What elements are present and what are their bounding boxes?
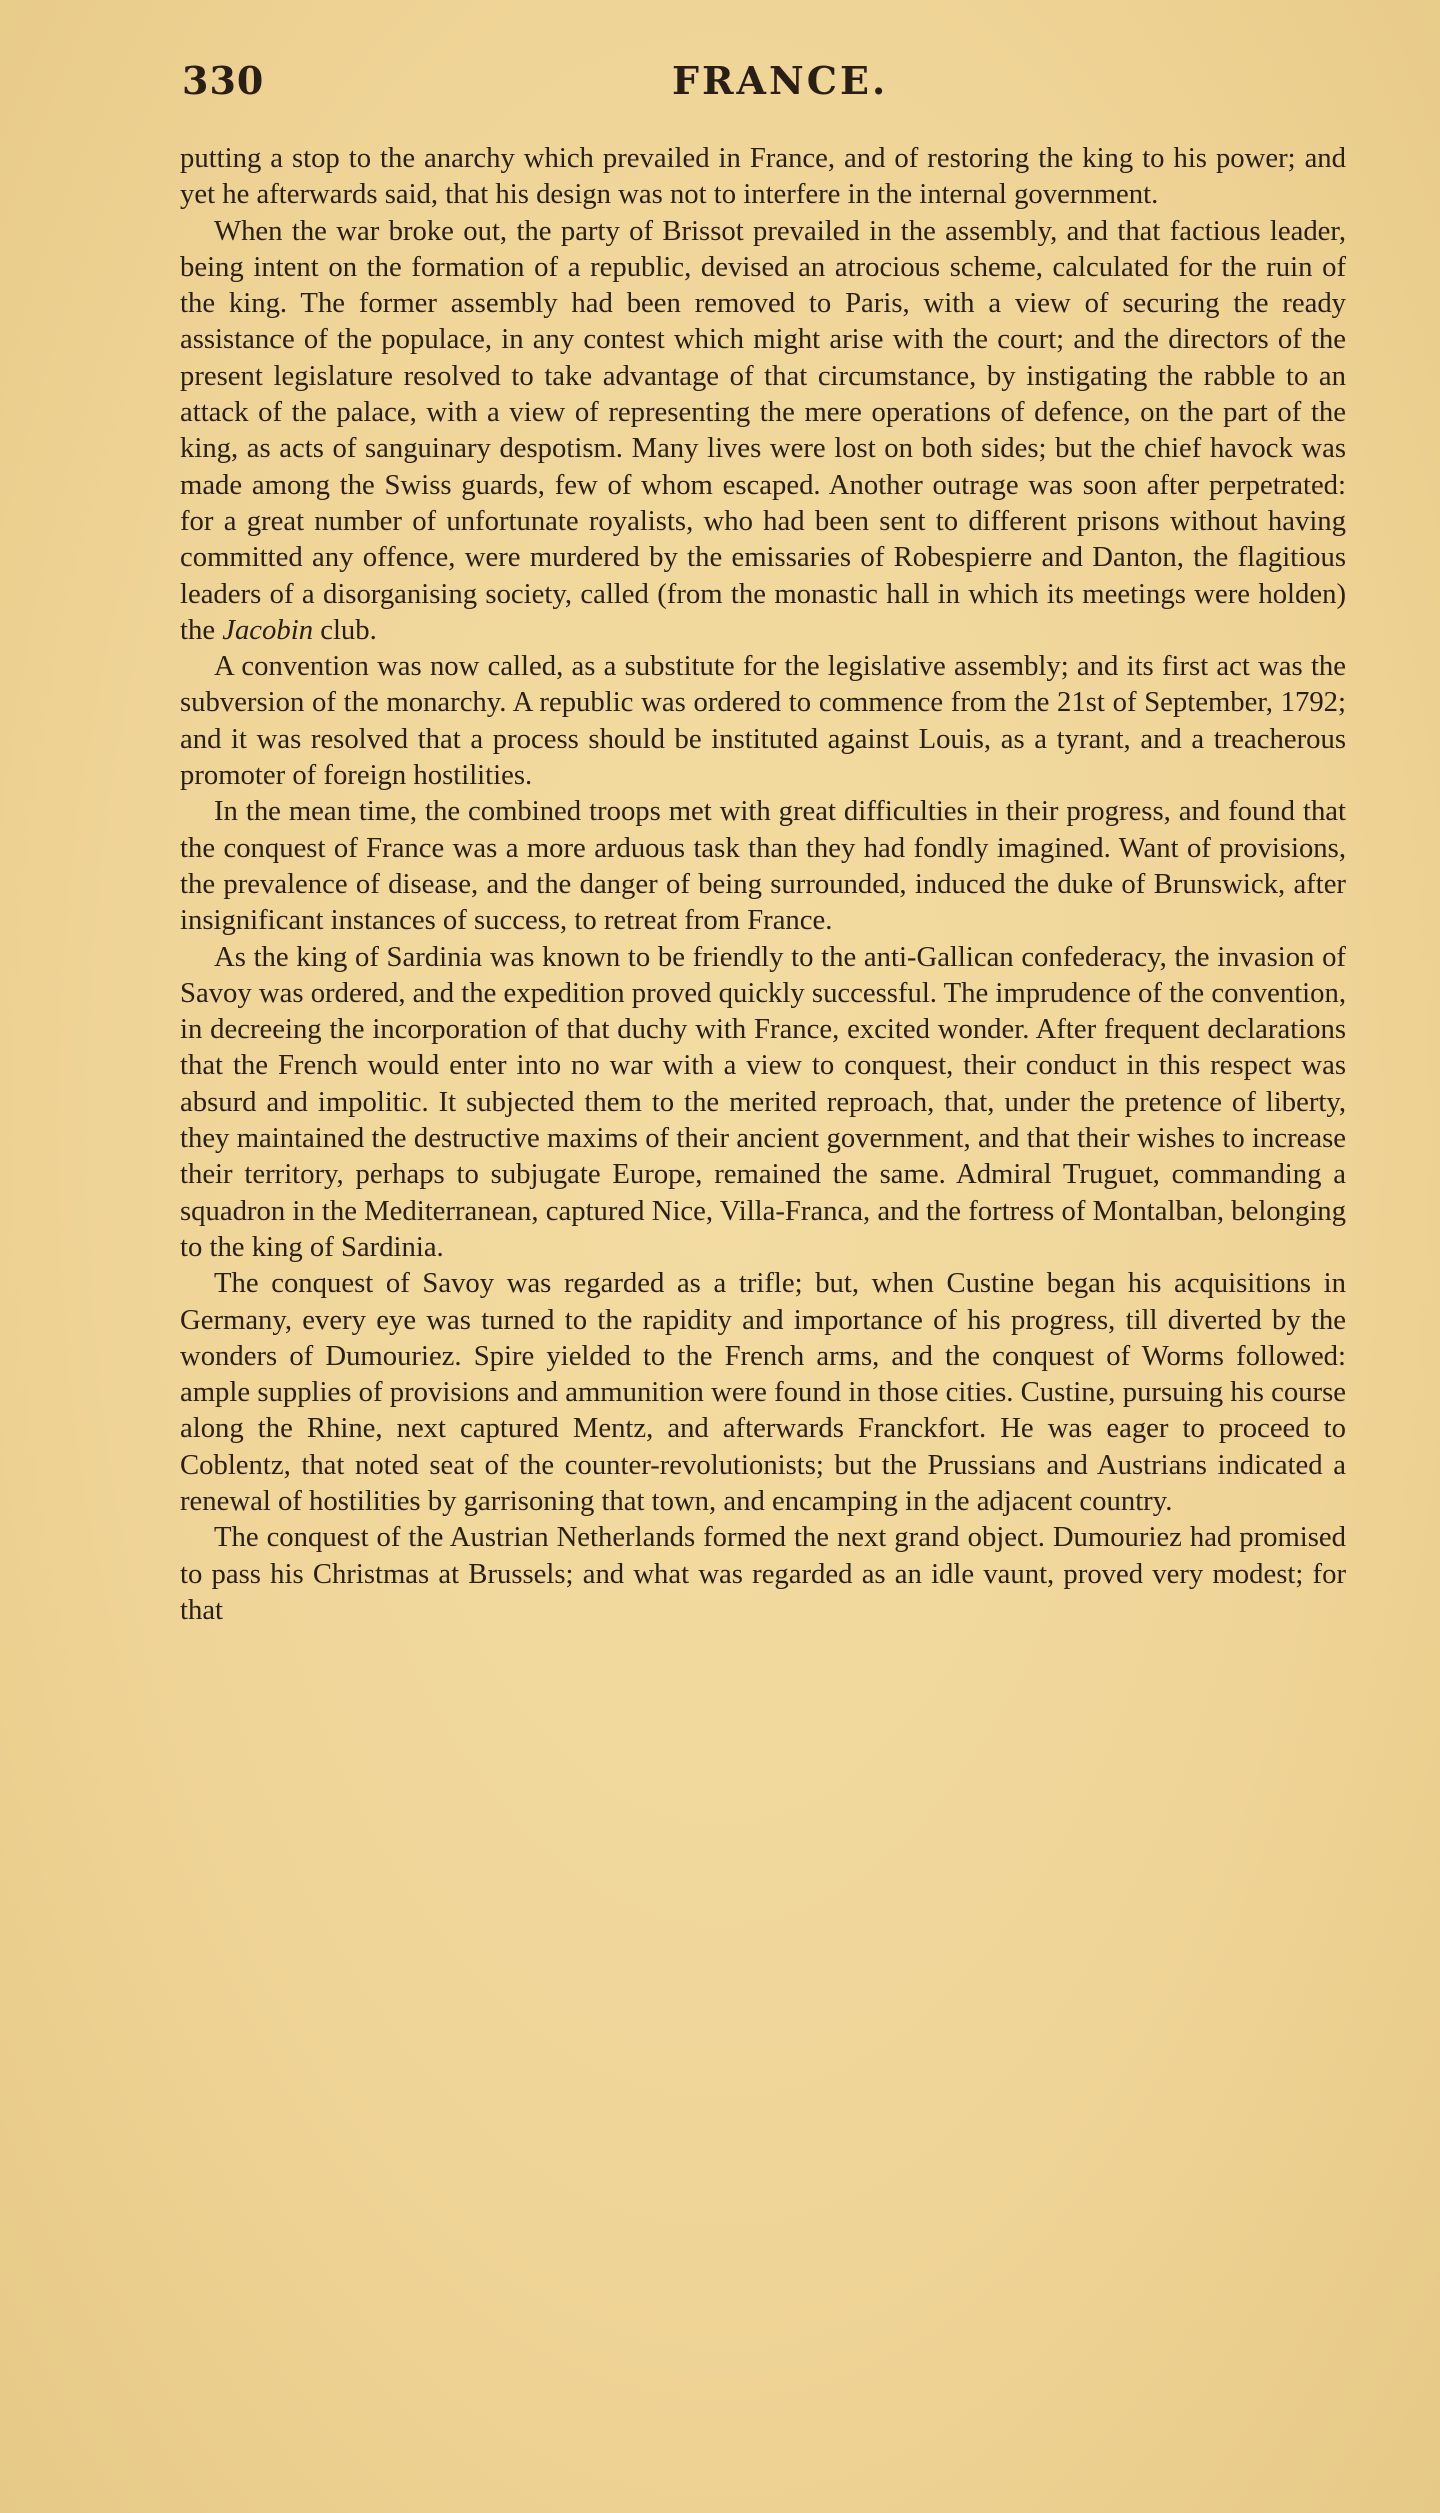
paragraph: The conquest of the Austrian Netherlands formed the next grand object. Dumouriez had promised to pass his Christmas at Brussels; and what was regarded as an idle vaunt, proved very modest; for that [180, 1521, 1346, 1626]
paragraph: putting a stop to the anarchy which prevailed in France, and of restoring the king to his power; and yet he afterwards said, that his design was not to interfere in the internal government. [180, 142, 1346, 211]
running-title: FRANCE. [672, 58, 889, 103]
paragraph: The conquest of Savoy was regarded as a trifle; but, when Custine began his acquisitions in Germany, every eye was turned to the rapidity and importance of his progress, till diverted by the wonders of Dumouriez. Spire yielded to the French arms, and the conquest of Worms followed: ample supplies of provisions and ammunition were found in those cities. Custine, pursuing his course along the Rhine, next captured Mentz, and afterwards Franckfort. He was eager to proceed to Coblentz, that noted seat of the counter-revolutionists; but the Prussians and Austrians indicated a renewal of hostilities by garrisoning that town, and encamping in the adjacent country. [180, 1267, 1346, 1517]
body-text [180, 140, 1346, 1628]
paragraph [180, 213, 1346, 649]
paragraph-text: club. [313, 613, 377, 646]
paragraph-text: When the war broke out, the party of Brissot prevailed in the assembly, and that factious leader, being intent on the formation of a republic, devised an atrocious scheme, calculated for the ruin of the king. The former assembly had been removed to Paris, with a view of securing the ready assistance of the populace, in any contest which might arise with the court; and the directors of the present legislature resolved to take advantage of that circumstance, by instigating the rabble to an attack of the palace, with a view of representing the mere operations of defence, on the part of the king, as acts of sanguinary despotism. Many lives were lost on both sides; but the chief havock was made among the Swiss guards, few of whom escaped. Another outrage was soon after perpetrated: for a great number of unfortunate royalists, who had been sent to different prisons without having committed any offence, were murdered by the emissaries of Robespierre and Danton, the flagitious leaders of a disorganising society, called (from the monastic hall in which its meetings were holden) the [180, 214, 1346, 646]
page-number: 330 [182, 58, 265, 103]
page-header [182, 50, 1322, 110]
paragraph: As the king of Sardinia was known to be friendly to the anti-Gallican confederacy, the invasion of Savoy was ordered, and the expedition proved quickly successful. The imprudence of the convention, in decreeing the incorporation of that duchy with France, excited wonder. After frequent declarations that the French would enter into no war with a view to conquest, their conduct in this respect was absurd and impolitic. It subjected them to the merited reproach, that, under the pretence of liberty, they maintained the destructive maxims of their ancient government, and that their wishes to increase their territory, perhaps to subjugate Europe, remained the same. Admiral Truguet, commanding a squadron in the Mediterranean, captured Nice, Villa-Franca, and the fortress of Montalban, belonging to the king of Sardinia. [180, 940, 1346, 1263]
paragraph: A convention was now called, as a substitute for the legislative assembly; and its first act was the subversion of the monarchy. A republic was ordered to commence from the 21st of September, 1792; and it was resolved that a process should be instituted against Louis, as a tyrant, and a treacherous promoter of foreign hostilities. [180, 650, 1346, 792]
italic-term: Jacobin [222, 613, 314, 646]
paragraph: In the mean time, the combined troops met with great difficulties in their progress, and found that the conquest of France was a more arduous task than they had fondly imagined. Want of provisions, the prevalence of disease, and the danger of being surrounded, induced the duke of Brunswick, after insignificant instances of success, to retreat from France. [180, 795, 1346, 937]
